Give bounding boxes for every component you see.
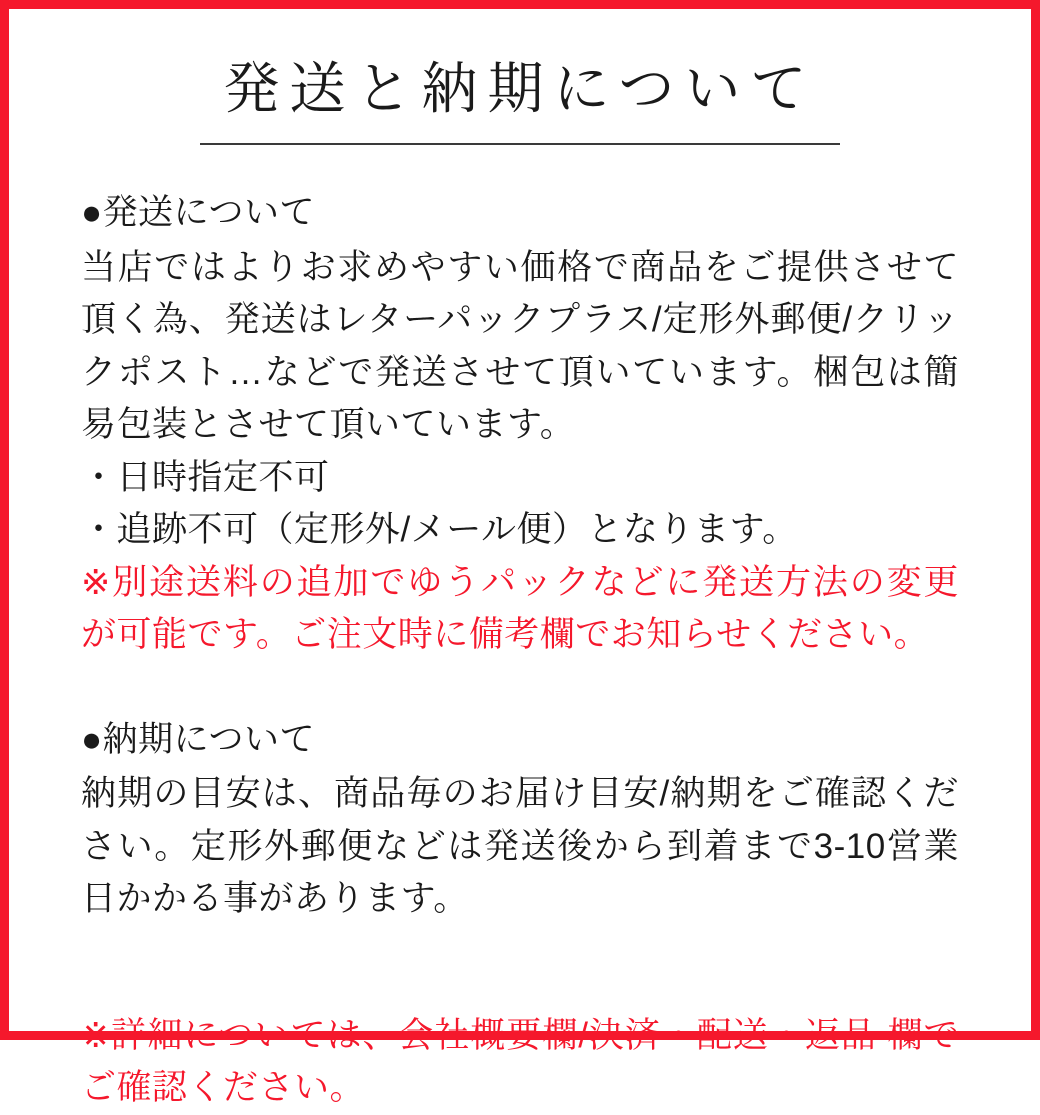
shipping-paragraph: 当店ではよりお求めやすい価格で商品をご提供させて頂く為、発送はレターパックプラス/定形外郵便/クリックポスト…などで発送させて頂いています。梱包は簡易包装とさせて頂いています。 [81,247,959,445]
notice-content [9,9,1031,1108]
delivery-heading: ●納期について [81,719,315,759]
shipping-bullet-no-time-spec: ・日時指定不可 [81,457,330,497]
footer-spacer [81,926,959,1010]
shipping-heading: ●発送について [81,193,315,233]
footer-notice: ※詳細については、会社概要欄/決済・配送・返品 欄でご確認ください。 [81,1015,959,1108]
shipping-section [81,187,959,662]
page-title: 発送と納期について [223,57,817,120]
delivery-section [81,714,959,926]
shipping-notice: ※別途送料の追加でゆうパックなどに発送方法の変更が可能です。ご注文時に備考欄でお知らせください。 [81,562,959,655]
shipping-bullet-no-tracking: ・追跡不可（定形外/メール便）となります。 [81,510,798,550]
delivery-paragraph: 納期の目安は、商品毎のお届け目安/納期をご確認ください。定形外郵便などは発送後から到着まで3-10営業日かかる事があります。 [81,774,959,919]
title-divider [200,143,840,145]
footer-notice-section [81,1010,959,1115]
section-spacer [81,662,959,714]
notice-body [81,187,959,1115]
